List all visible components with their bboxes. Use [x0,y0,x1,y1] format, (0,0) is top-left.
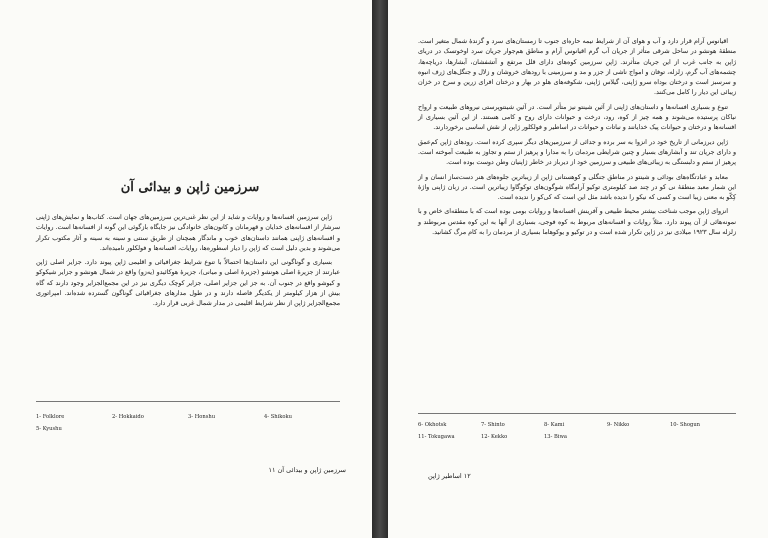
footnote-divider [36,401,340,402]
paragraph: اقیانوس آرام قرار دارد و آب و هوای آن از شرایط نیمه حاره‌ای جنوب تا زمستان‌های سرد و گزندهٔ شمال متغیر است. منطقهٔ هونشو در ساحل شرقی متأثر از جریان آب گرم اقیانوس آرام و مناطق هم‌جوار جریان سرد اوخوتسک در دریای ژاپن به جانب غرب از این جریان متأثرند. ژاپن سرزمین کوه‌های دارای قلل مرتفع و آتشفشان، آبشارها، دریاچه‌ها، چشمه‌های آب گرم، زلزله، توفان و امواج ناشی از جزر و مد و سرزمینی با رودهای خروشان و زلال و جنگل‌های ژرف انبوه و سرسبز است و درختان بوداه سرو ژاپنی، گیلاس ژاپنی، شکوفه‌های هلو در بهار و درختان افرای زرین و سرخ در خزان زیبائی این دیار را کامل می‌کنند. [418,38,736,97]
paragraph: تنوع و بسیاری افسانه‌ها و داستان‌های ژاپنی از آئین شینتو نیز متأثر است. در آئین شینتو‌پرستی نیروهای طبیعت و ارواح نیاکان پرستیده می‌شوند و همه چیز از کوه، رود، درخت و حیوانات دارای روح و کامی هستند. از این آئین بسیاری از افسانه‌ها و درختان و حیوانات پیک خدایانند و نباتات و حیوانات در اساطیر و فولکلور ژاپن از نقش اساسی برخوردارند. [418,103,736,132]
footnote: 13- Biwa [544,434,568,440]
footnotes [36,411,340,435]
chapter-title: سرزمین ژاپن و بیدائی آن [120,180,260,195]
left-body-text [36,213,340,314]
footnotes [418,419,736,443]
page-footer: سرزمین ژاپن و بیدائی آن ۱۱ [268,466,346,474]
right-body-text [418,37,736,242]
right-page [388,0,768,538]
paragraph: ژاپن دیرزمانی از تاریخ خود در انزوا به سر برده و جدائی از سرزمین‌های دیگر سپری کرده است. رودهای ژاپن کم‌عمق و دارای جریان تند و آبشارهای بسیار و چنین شرایطی مردمان را به مدارا و پرهیز از ستم و تجاوز به طبیعت آموخته است. پرهیز از ستم و دلبستگی به زیبائی‌های طبیعی و سرزمین خود از دیرباز در خاطر ژاپنیان وطن دوست بوده است. [418,138,736,167]
footnote: 10- Shogun [670,422,701,428]
footnote: 5- Kyushu [36,426,62,432]
book-gutter [372,0,388,538]
footnote: 6- Okhotsk [418,422,447,428]
footnote: 4- Shikoku [264,414,293,420]
left-page [0,0,372,538]
footnote: 2- Hokkaido [112,414,144,420]
paragraph: ژاپن سرزمین افسانه‌ها و روایات و شاید از این نظر غنی‌ترین سرزمین‌های جهان است. کتاب‌ها و نمایش‌های ژاپنی سرشار از افسانه‌های خدایان و قهرمانان و کانون‌های خانوادگی نیز جایگاه بازگوئی این گونه از افسانه‌ها است. روایات و افسانه‌های ژاپنی همانند داستان‌های خوب و ماندگار همچنان از طریق سنتی و سینه به سینه و آثار مکتوب تکرار می‌شوند و بدین دلیل است که ژاپن را دیار اسطوره‌ها، روایات، افسانه‌ها و فولکلور نامیده‌اند. [36,214,340,252]
footnote: 9- Nikko [607,422,630,428]
footnote: 11- Tokugawa [418,434,455,440]
footnote: 12- Kekko [481,434,508,440]
page-footer: ۱۲ اساطیر ژاپن [428,472,471,480]
footnote: 1- Folklore [36,414,65,420]
paragraph: انزوای ژاپن موجب شناخت بیشتر محیط طبیعی و آفرینش افسانه‌ها و روایات بومی بوده است که با منطقه‌ای خاص و با نمونه‌هائی از آن پیوند دارد. مثلاً روایات و افسانه‌های مربوط به کوه فوجی، بسیاری از آنها به این کوه مقدس مربوطند و زلزله سال ۱۹۲۳ میلادی نیز در ژاپن تکرار شده است و در توکیو و یوکوهاما بسیاری از مردمان را به کام مرگ کشانید. [418,208,736,237]
footnote: 7- Shinto [481,422,505,428]
paragraph: بسیاری و گوناگونی این داستان‌ها احتمالاً با تنوع شرایط جغرافیائی و اقلیمی ژاپن پیوند دارد. جزایر اصلی ژاپن عبارتند از جزیرهٔ اصلی هونشو (جزیرهٔ اصلی و میانی)، جزیرهٔ هوکائیدو (یه‌زو) واقع در شمال هونشو و جزایر شیکوکو و کیوشو واقع در جنوب آن. به جز این جزایر اصلی، جزایر کوچک دیگری نیز در این مجمع‌الجزایر وجود دارند که گاه بیش از هزار کیلومتر از یکدیگر فاصله دارند و در طول مدار‌های جغرافیائی گوناگون گسترده شده‌اند. امپراتوری مجمع‌الجزایر ژاپن از نظر شرایط اقلیمی در مدار شمال غربی قرار دارد. [36,259,340,308]
paragraph: معابد و عبادتگاه‌های بودائی و شینتو در مناطق جنگلی و کوهستانی ژاپن از زیباترین جلوه‌های هنر دست‌ساز انسان و از این شمار معبد منطقهٔ نی کو در چند صد کیلومتری توکیو آرامگاه شوگون‌های توکوگاوا زیباترین است. در زبان ژاپنی واژهٔ کِکّو به معنی زیبا است و کسی که نیکو را ندیده باشد مثل این است که کی‌کو را ندیده است. [418,173,736,202]
footnote: 3- Honshu [188,414,216,420]
footnote: 8- Kami [544,422,565,428]
footnote-divider [418,413,736,414]
